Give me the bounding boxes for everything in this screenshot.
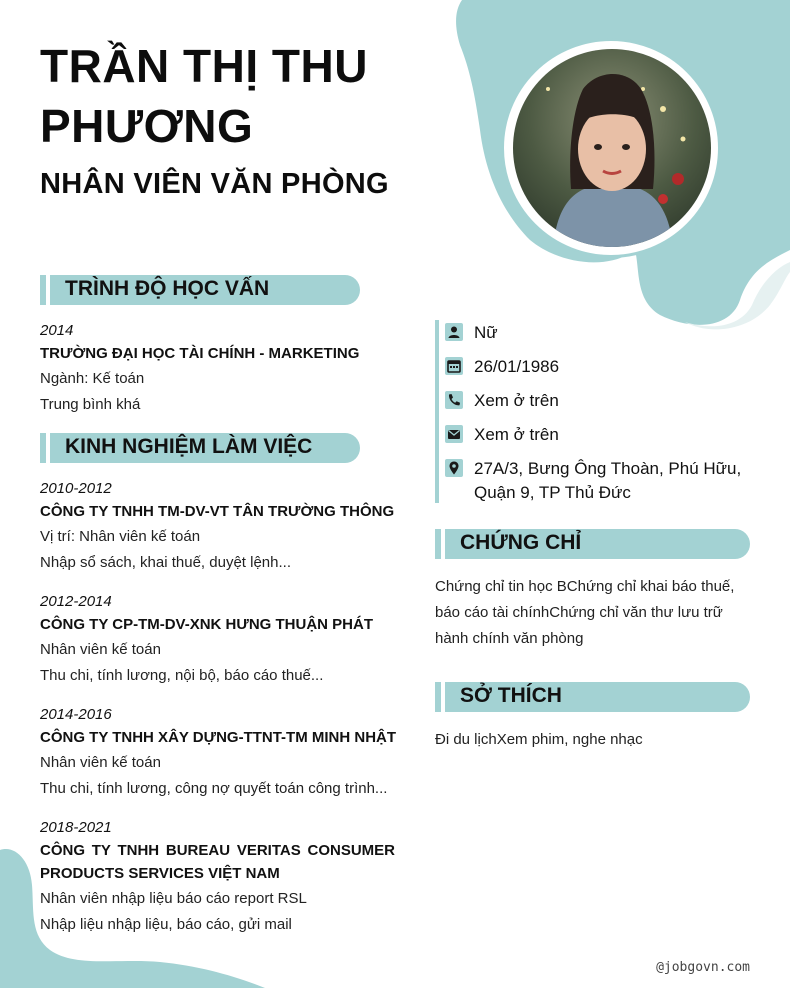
education-heading: TRÌNH ĐỘ HỌC VẤN [40, 275, 360, 305]
experience-company: CÔNG TY TNHH BUREAU VERITAS CONSUMER [40, 842, 395, 859]
name-line-1: TRẦN THỊ THU [40, 40, 368, 92]
experience-years: 2018-2021 [40, 819, 112, 836]
education-grade: Trung bình khá [40, 396, 141, 413]
experience-desc: Thu chi, tính lương, công nợ quyết toán công trình... [40, 780, 388, 797]
profile-photo [513, 49, 711, 247]
phone-icon [445, 391, 463, 409]
experience-role: Vị trí: Nhân viên kế toán [40, 528, 201, 545]
experience-desc: Nhập liệu nhập liệu, báo cáo, gửi mail [40, 916, 292, 933]
experience-desc: Nhập sổ sách, khai thuế, duyệt lệnh... [40, 554, 291, 571]
experience-heading: KINH NGHIỆM LÀM VIỆC [40, 433, 360, 463]
experience-role: Nhân viên kế toán [40, 754, 161, 771]
candidate-name [40, 36, 460, 156]
certificates-heading: CHỨNG CHỈ [435, 529, 750, 559]
job-title: NHÂN VIÊN VĂN PHÒNG [40, 168, 389, 200]
calendar-icon [445, 357, 463, 375]
experience-years: 2010-2012 [40, 480, 112, 497]
info-accent-bar [435, 320, 439, 503]
education-major: Ngành: Kế toán [40, 370, 145, 387]
experience-years: 2012-2014 [40, 593, 112, 610]
experience-role: Nhân viên nhập liệu báo cáo report RSL [40, 890, 307, 907]
name-line-2: PHƯƠNG [40, 100, 254, 152]
user-icon [445, 323, 463, 341]
experience-desc: Thu chi, tính lương, nội bộ, báo cáo thuế... [40, 667, 324, 684]
location-icon [445, 459, 463, 477]
watermark: @jobgovn.com [656, 960, 750, 975]
bottom-left-blob [0, 840, 280, 988]
experience-company: CÔNG TY CP-TM-DV-XNK HƯNG THUẬN PHÁT [40, 616, 373, 633]
certificates-text: Chứng chỉ tin học BChứng chỉ khai báo thuế, báo cáo tài chínhChứng chỉ văn thư lưu trữ hành chính văn phòng [435, 578, 735, 647]
hobbies-text: Đi du lịchXem phim, nghe nhạc [435, 731, 643, 748]
experience-company: CÔNG TY TNHH XÂY DỰNG-TTNT-TM MINH NHẬT [40, 729, 397, 746]
experience-company: CÔNG TY TNHH TM-DV-VT TÂN TRƯỜNG THÔNG [40, 503, 395, 520]
education-year: 2014 [40, 322, 74, 339]
experience-years: 2014-2016 [40, 706, 112, 723]
experience-company-cont: PRODUCTS SERVICES VIỆT NAM [40, 865, 280, 882]
experience-role: Nhân viên kế toán [40, 641, 161, 658]
hobbies-heading: SỞ THÍCH [435, 682, 750, 712]
mail-icon [445, 425, 463, 443]
education-school: TRƯỜNG ĐẠI HỌC TÀI CHÍNH - MARKETING [40, 345, 360, 362]
